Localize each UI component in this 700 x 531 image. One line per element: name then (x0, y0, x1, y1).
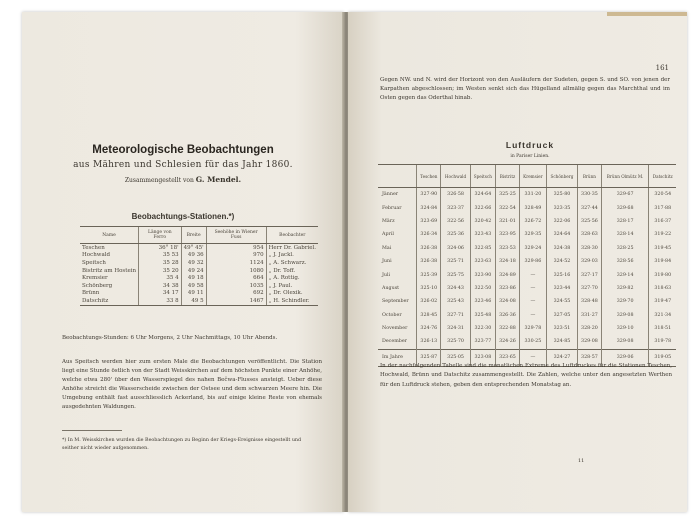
table-cell: 324·52 (546, 255, 577, 268)
stations-table (80, 226, 318, 306)
table-cell: 331·20 (519, 188, 546, 202)
table-cell: 329·78 (519, 322, 546, 335)
table-cell: — (519, 349, 546, 366)
table-cell: 324·31 (441, 322, 470, 335)
column-header: Brünn (578, 165, 602, 188)
table-cell: 330·25 (519, 335, 546, 349)
table-cell: 1080 (206, 267, 266, 275)
table-cell: 323·65 (496, 349, 520, 366)
page-title: Meteorologische Beobachtungen (92, 144, 274, 156)
table-cell: 324·06 (441, 242, 470, 255)
table-cell: 325·75 (441, 268, 470, 281)
table-cell: Schönberg (82, 282, 113, 289)
table-cell: 329·82 (601, 282, 649, 295)
table-cell: 323·35 (546, 201, 577, 214)
table-cell: 320·42 (470, 215, 495, 228)
table-row (378, 201, 676, 214)
table-cell: Herr Dr. Gabriel. (266, 244, 318, 252)
table-row (80, 252, 318, 260)
table-cell: 325·56 (578, 215, 602, 228)
table-row (378, 188, 676, 202)
footnote: *) In M. Weisskirchen wurden die Beobachtungen zu Beginn der Kriegs-Ereignisse eingestellt und seither nicht wieder aufgenommen. (62, 438, 302, 451)
table-cell: 329·24 (519, 242, 546, 255)
table-cell: October (382, 312, 402, 318)
table-cell: 325·16 (546, 268, 577, 281)
table-cell: 328·20 (578, 322, 602, 335)
table-row (378, 309, 676, 322)
table-cell: Kremsier (82, 275, 108, 282)
column-header: Schönberg (546, 165, 577, 188)
table-cell: 324·64 (546, 228, 577, 241)
column-header: Hochwald (441, 165, 470, 188)
table-cell: 664 (206, 274, 266, 282)
table-row (80, 274, 318, 282)
table-cell: 329·86 (519, 255, 546, 268)
table-cell: 49° 45' (181, 244, 206, 252)
table-cell: 323·46 (470, 295, 495, 308)
table-cell: 323·69 (417, 215, 441, 228)
air-pressure-table (378, 164, 676, 367)
table-cell: 49 58 (181, 282, 206, 290)
table-row (378, 295, 676, 308)
column-header: Kremsier (519, 165, 546, 188)
table-row (378, 335, 676, 349)
extremes-note-text: In der nachfolgenden Tabelle sind die monatlichen Extreme des Luftdruckes für die Stationen Teschen, Hochwald, Brünn und Datschitz zusammengestellt. Die Zahlen, welche unter den angesetzten Werthen für den Luftdruck stehen, geben den entsprechenden Monatstag an. (380, 363, 672, 388)
stations-heading: Beobachtungs-Stationen.*) (131, 212, 235, 221)
table-cell: 1467 (206, 297, 266, 305)
table-cell: November (382, 326, 408, 332)
table-cell: „ Dr. Olexik. (266, 290, 318, 298)
table-cell: 325·48 (470, 309, 495, 322)
column-header: Seehöhe in Wiener Fuss (206, 227, 266, 244)
table-cell: 319·45 (649, 242, 676, 255)
table-cell: 323·51 (546, 322, 577, 335)
table-row (378, 242, 676, 255)
table-cell: 326·02 (417, 295, 441, 308)
table-cell: 324·26 (496, 335, 520, 349)
page-number: 161 (655, 64, 669, 72)
table-subtitle: in Pariser Linien. (510, 154, 550, 159)
table-cell: 328·45 (417, 309, 441, 322)
table-row (378, 282, 676, 295)
continued-text: Gegen NW. und N. wird der Horizont von den Ausläufern der Sudeten, gegen S. und SO. von jenen der Karpathen abgeschlossen; im Westen senkt sich das Hügelland allmälig gegen das Marchthal und im Osten gegen das Oderthal hinab. (380, 77, 670, 102)
table-cell: 319·47 (649, 295, 676, 308)
table-cell: „ J. Paul. (266, 282, 318, 290)
table-row (80, 267, 318, 275)
table-cell: — (519, 282, 546, 295)
author-name: G. Mendel. (195, 175, 242, 184)
table-cell: 329·68 (601, 201, 649, 214)
table-cell: 325·05 (441, 349, 470, 366)
table-cell: 328·57 (578, 349, 602, 366)
table-cell: 49 11 (181, 290, 206, 298)
table-cell: Teschen (82, 244, 105, 251)
table-cell: 316·37 (649, 215, 676, 228)
table-row (378, 228, 676, 241)
table-cell: 322·66 (470, 201, 495, 214)
table-row (80, 290, 318, 298)
table-cell: 692 (206, 290, 266, 298)
table-row (80, 259, 318, 267)
table-cell: 322·85 (470, 242, 495, 255)
table-cell: 324·76 (417, 322, 441, 335)
table-cell: 328·56 (601, 255, 649, 268)
table-cell: 320·54 (649, 188, 676, 202)
page-subtitle: aus Mähren und Schlesien für das Jahr 1860. (73, 160, 293, 170)
table-cell: 325·39 (417, 268, 441, 281)
table-cell: Brünn (82, 290, 100, 297)
table-cell: 328·49 (519, 201, 546, 214)
table-cell: 323·44 (546, 282, 577, 295)
table-cell: 328·14 (601, 228, 649, 241)
table-cell: 329·14 (601, 268, 649, 281)
table-cell: „ Dr. Toff. (266, 267, 318, 275)
page-edge-wear (607, 12, 687, 16)
table-cell: 326·13 (417, 335, 441, 349)
table-cell: Jänner (382, 192, 399, 198)
table-row (378, 322, 676, 335)
table-cell: 1035 (206, 282, 266, 290)
table-cell: 49 5 (181, 297, 206, 305)
table-cell: 324·89 (496, 268, 520, 281)
table-cell: 324·43 (441, 282, 470, 295)
table-cell: 328·48 (578, 295, 602, 308)
table-cell: 325·10 (417, 282, 441, 295)
column-header: Bistritz (496, 165, 520, 188)
table-cell: 325·25 (496, 188, 520, 202)
column-header: Brünn Olmütz M. (601, 165, 649, 188)
right-page (348, 12, 687, 512)
table-cell: 318·63 (649, 282, 676, 295)
table-cell: Hochwald (82, 252, 110, 259)
table-cell: 323·86 (496, 282, 520, 295)
column-header (378, 165, 417, 188)
column-header: Name (80, 227, 139, 244)
table-cell: August (382, 285, 400, 291)
table-cell: 324·64 (470, 188, 495, 202)
table-cell: „ J. Jackl. (266, 252, 318, 260)
table-cell: 325·36 (441, 228, 470, 241)
table-cell: 329·08 (578, 335, 602, 349)
table-cell: 323·53 (496, 242, 520, 255)
table-cell: 319·84 (649, 255, 676, 268)
table-row (378, 255, 676, 268)
left-page (22, 12, 344, 512)
table-cell: 329·03 (578, 255, 602, 268)
byline-prefix: Zusammengestellt von (124, 177, 194, 184)
table-cell: — (519, 309, 546, 322)
table-cell: 319·80 (649, 268, 676, 281)
table-cell: 33 8 (139, 297, 182, 305)
table-cell: 324·38 (546, 242, 577, 255)
table-cell: 325·43 (441, 295, 470, 308)
table-cell: 329·70 (601, 295, 649, 308)
table-row (80, 297, 318, 305)
table-cell: 325·87 (417, 349, 441, 366)
table-cell: — (519, 295, 546, 308)
observation-hours-text: Beobachtungs-Stunden: 6 Uhr Morgens, 2 Uhr Nachmittags, 10 Uhr Abends. (62, 335, 278, 341)
table-cell: 1124 (206, 259, 266, 267)
table-cell: 318·51 (649, 322, 676, 335)
table-cell: 35 53 (139, 252, 182, 260)
table-cell: 323·08 (470, 349, 495, 366)
column-header: Länge von Ferro (139, 227, 182, 244)
table-cell: September (382, 299, 409, 305)
table-cell: 329·67 (601, 188, 649, 202)
table-cell: 319·05 (649, 349, 676, 366)
table-cell: 328·25 (601, 242, 649, 255)
table-cell: 970 (206, 252, 266, 260)
table-cell: 327·70 (578, 282, 602, 295)
table-cell: 326·38 (417, 255, 441, 268)
table-cell: „ A. Rottig. (266, 274, 318, 282)
table-cell: 329·06 (601, 349, 649, 366)
table-cell: 954 (206, 244, 266, 252)
table-cell: 326·38 (417, 242, 441, 255)
table-cell: 327·44 (578, 201, 602, 214)
table-cell: März (382, 218, 395, 224)
table-cell: Februar (382, 205, 402, 211)
table-cell: 329·35 (519, 228, 546, 241)
table-cell: 49 24 (181, 267, 206, 275)
speitsch-description-text: Aus Speitsch werden hier zum ersten Male die Beobachtungen veröffentlicht. Die Station liegt eine Stunde östlich von der Stadt Weisskirchen auf dem höchsten Punkte einer Anhöhe, welche etwa 280' über den Wasserspiegel des nahen Bečwa-Flusses ansteigt. Ueber diese Anhöhe streicht die Wasserscheide zwischen der Ostsee und dem schwarzen Meere hin. Die Umgebung enthält fast ausschliesslich Ackerland, bis auf einige kleine Reste von ehemals ausgedehnten Waldungen. (62, 359, 322, 411)
table-cell: 329·08 (601, 309, 649, 322)
table-cell: 324·08 (496, 295, 520, 308)
table-cell: 35 28 (139, 259, 182, 267)
printer-signature: 11 (578, 458, 585, 464)
table-cell: 321·01 (496, 215, 520, 228)
table-cell: 49 32 (181, 259, 206, 267)
table-cell: 331·27 (578, 309, 602, 322)
table-cell: 36° 18' (139, 244, 182, 252)
table-cell: 326·58 (441, 188, 470, 202)
table-cell: 327·17 (578, 268, 602, 281)
table-cell: Juli (382, 272, 391, 278)
table-cell: April (382, 232, 394, 238)
table-cell: Speitsch (82, 259, 106, 266)
column-header: Speitsch (470, 165, 495, 188)
table-cell: 328·17 (601, 215, 649, 228)
table-cell: 322·06 (546, 215, 577, 228)
footnote-rule (62, 430, 122, 431)
table-cell: 328·30 (578, 242, 602, 255)
table-cell: 326·34 (417, 228, 441, 241)
table-cell: Im Jahre (378, 349, 417, 366)
table-cell: 319·22 (649, 228, 676, 241)
table-cell: 317·88 (649, 201, 676, 214)
table-cell: 323·90 (470, 268, 495, 281)
table-cell: Mai (382, 245, 392, 251)
column-header: Beobachter (266, 227, 318, 244)
table-cell: Datschitz (80, 297, 139, 305)
table-cell: 49 36 (181, 252, 206, 260)
table-cell: Bistritz am Hostein (82, 267, 137, 274)
table-cell: 327·90 (417, 188, 441, 202)
table-cell: 324·84 (417, 201, 441, 214)
table-cell: 323·77 (470, 335, 495, 349)
table-cell: 35 4 (139, 274, 182, 282)
table-cell: 321·34 (649, 309, 676, 322)
table-cell: 330·35 (578, 188, 602, 202)
table-cell: 323·63 (470, 255, 495, 268)
table-cell: 322·88 (496, 322, 520, 335)
table-cell: 322·50 (470, 282, 495, 295)
table-cell: 324·55 (546, 295, 577, 308)
table-cell: „ H. Schindler. (266, 297, 318, 305)
table-cell: 325·70 (441, 335, 470, 349)
table-cell: 35 20 (139, 267, 182, 275)
table-cell: 34 38 (139, 282, 182, 290)
table-cell: 325·71 (441, 255, 470, 268)
table-cell: 323·95 (496, 228, 520, 241)
table-cell: 325·80 (546, 188, 577, 202)
column-header: Datschitz (649, 165, 676, 188)
column-header: Breite (181, 227, 206, 244)
table-cell: 328·63 (578, 228, 602, 241)
byline (42, 175, 324, 184)
table-cell: Juni (382, 259, 392, 265)
table-cell: 323·43 (470, 228, 495, 241)
table-cell: — (519, 268, 546, 281)
table-row (80, 244, 318, 252)
table-cell: December (382, 339, 407, 345)
table-row (378, 215, 676, 228)
table-cell: 324·27 (546, 349, 577, 366)
table-cell: 322·56 (441, 215, 470, 228)
table-cell: 324·85 (546, 335, 577, 349)
table-cell: 319·78 (649, 335, 676, 349)
table-cell: 327·71 (441, 309, 470, 322)
table-cell: 323·37 (441, 201, 470, 214)
table-cell: 327·05 (546, 309, 577, 322)
table-cell: 322·30 (470, 322, 495, 335)
table-cell: „ A. Schwarz. (266, 259, 318, 267)
table-cell: 326·36 (496, 309, 520, 322)
table-title: Luftdruck (505, 140, 555, 150)
table-cell: 329·10 (601, 322, 649, 335)
table-cell: 49 18 (181, 274, 206, 282)
table-cell: 322·54 (496, 201, 520, 214)
open-book (22, 12, 687, 512)
table-cell: 326·72 (519, 215, 546, 228)
table-row (80, 282, 318, 290)
column-header: Teschen (417, 165, 441, 188)
table-row (378, 268, 676, 281)
table-cell: 329·08 (601, 335, 649, 349)
table-cell: 34 17 (139, 290, 182, 298)
table-cell: 324·18 (496, 255, 520, 268)
